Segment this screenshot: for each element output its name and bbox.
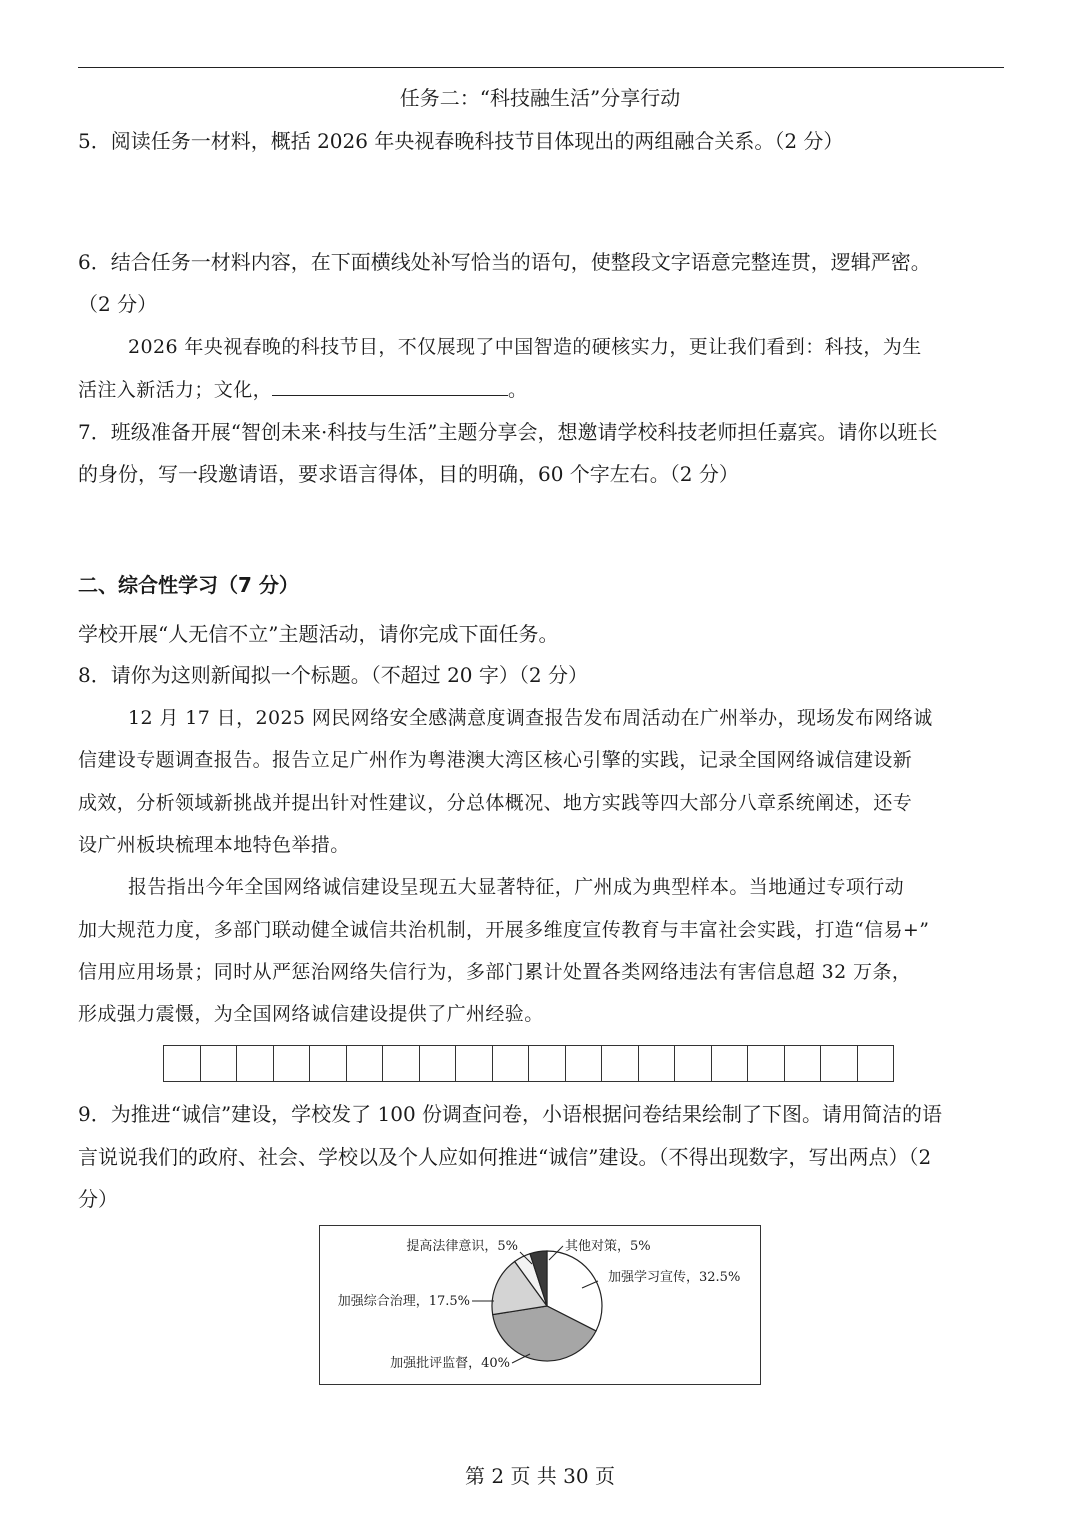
section-2-heading: 二、综合性学习（7 分） — [78, 573, 299, 597]
pie-chart-svg — [320, 1226, 762, 1386]
answer-grid-cell[interactable] — [566, 1045, 603, 1082]
survey-pie-chart — [319, 1225, 761, 1385]
q6-suffix: 。 — [508, 379, 528, 401]
answer-grid-cell[interactable] — [456, 1045, 493, 1082]
fill-in-blank[interactable] — [272, 375, 508, 396]
news-paragraph-1-line: 成效，分析领域新挑战并提出针对性建议，分总体概况、地方实践等四大部分八章系统阐述，还专 — [78, 792, 913, 814]
news-paragraph-2-line: 形成强力震慑，为全国网络诚信建设提供了广州经验。 — [78, 1003, 544, 1025]
top-rule — [78, 67, 1004, 68]
answer-grid-cell[interactable] — [201, 1045, 238, 1082]
news-paragraph-2-line: 报告指出今年全国网络诚信建设呈现五大显著特征，广州成为典型样本。当地通过专项行动 — [128, 876, 905, 898]
news-paragraph-2-line: 加大规范力度，多部门联动健全诚信共治机制，开展多维度宣传教育与丰富社会实践，打造“信易+” — [78, 919, 930, 941]
news-paragraph-2-line: 信用应用场景；同时从严惩治网络失信行为，多部门累计处置各类网络违法有害信息超 32 万条， — [78, 961, 912, 983]
title-answer-grid[interactable] — [163, 1045, 894, 1082]
question-6-line1: 6．结合任务一材料内容，在下面横线处补写恰当的语句，使整段文字语意完整连贯，逻辑严密。 — [78, 250, 931, 274]
pie-leader-line — [512, 1354, 530, 1363]
question-8: 8．请你为这则新闻拟一个标题。（不超过 20 字）（2 分） — [78, 663, 588, 687]
question-5: 5．阅读任务一材料，概括 2026 年央视春晚科技节目体现出的两组融合关系。（2 分） — [78, 129, 844, 153]
question-7-line2: 的身份，写一段邀请语，要求语言得体，目的明确，60 个字左右。（2 分） — [78, 462, 739, 486]
answer-grid-cell[interactable] — [493, 1045, 530, 1082]
answer-grid-cell[interactable] — [748, 1045, 785, 1082]
answer-grid-cell[interactable] — [347, 1045, 384, 1082]
news-paragraph-1-line: 信建设专题调查报告。报告立足广州作为粤港澳大湾区核心引擎的实践，记录全国网络诚信建设新 — [78, 749, 913, 771]
answer-grid-cell[interactable] — [821, 1045, 858, 1082]
section-2-intro: 学校开展“人无信不立”主题活动，请你完成下面任务。 — [78, 622, 559, 646]
question-7-line1: 7．班级准备开展“智创未来·科技与生活”主题分享会，想邀请学校科技老师担任嘉宾。请你以班长 — [78, 420, 938, 444]
answer-grid-cell[interactable] — [237, 1045, 274, 1082]
question-6-paragraph-line2 — [78, 375, 527, 404]
answer-grid-cell[interactable] — [639, 1045, 676, 1082]
pie-slice-label: 加强批评监督，40% — [390, 1356, 510, 1371]
question-6-paragraph-line1: 2026 年央视春晚的科技节目，不仅展现了中国智造的硬核实力，更让我们看到：科技，为生 — [128, 336, 922, 358]
question-9-line1: 9．为推进“诚信”建设，学校发了 100 份调查问卷，小语根据问卷结果绘制了下图。请用简洁的语 — [78, 1102, 943, 1126]
news-paragraph-1-line: 设广州板块梳理本地特色举措。 — [78, 834, 350, 856]
answer-grid-cell[interactable] — [383, 1045, 420, 1082]
question-6-line2: （2 分） — [78, 292, 158, 316]
answer-grid-cell[interactable] — [858, 1045, 895, 1082]
pie-slice-label: 加强学习宣传，32.5% — [608, 1270, 741, 1285]
q6-prefix: 活注入新活力；文化， — [78, 379, 273, 401]
answer-grid-cell[interactable] — [310, 1045, 347, 1082]
answer-grid-cell[interactable] — [274, 1045, 311, 1082]
page-footer: 第 2 页 共 30 页 — [465, 1464, 615, 1488]
question-9-line3: 分） — [78, 1187, 118, 1211]
answer-grid-cell[interactable] — [420, 1045, 457, 1082]
answer-grid-cell[interactable] — [164, 1045, 201, 1082]
question-9-line2: 言说说我们的政府、社会、学校以及个人应如何推进“诚信”建设。（不得出现数字，写出两点）（2 — [78, 1145, 932, 1169]
answer-grid-cell[interactable] — [529, 1045, 566, 1082]
news-paragraph-1-line: 12 月 17 日，2025 网民网络安全感满意度调查报告发布周活动在广州举办，现场发布网络诚 — [128, 707, 933, 729]
pie-slice-label: 其他对策，5% — [565, 1239, 651, 1254]
answer-grid-cell[interactable] — [602, 1045, 639, 1082]
pie-slice-label: 提高法律意识，5% — [406, 1239, 518, 1254]
answer-grid-cell[interactable] — [675, 1045, 712, 1082]
answer-grid-cell[interactable] — [712, 1045, 749, 1082]
answer-grid-cell[interactable] — [785, 1045, 822, 1082]
task2-title: 任务二：“科技融生活”分享行动 — [399, 86, 681, 110]
pie-slice-label: 加强综合治理，17.5% — [337, 1294, 470, 1309]
